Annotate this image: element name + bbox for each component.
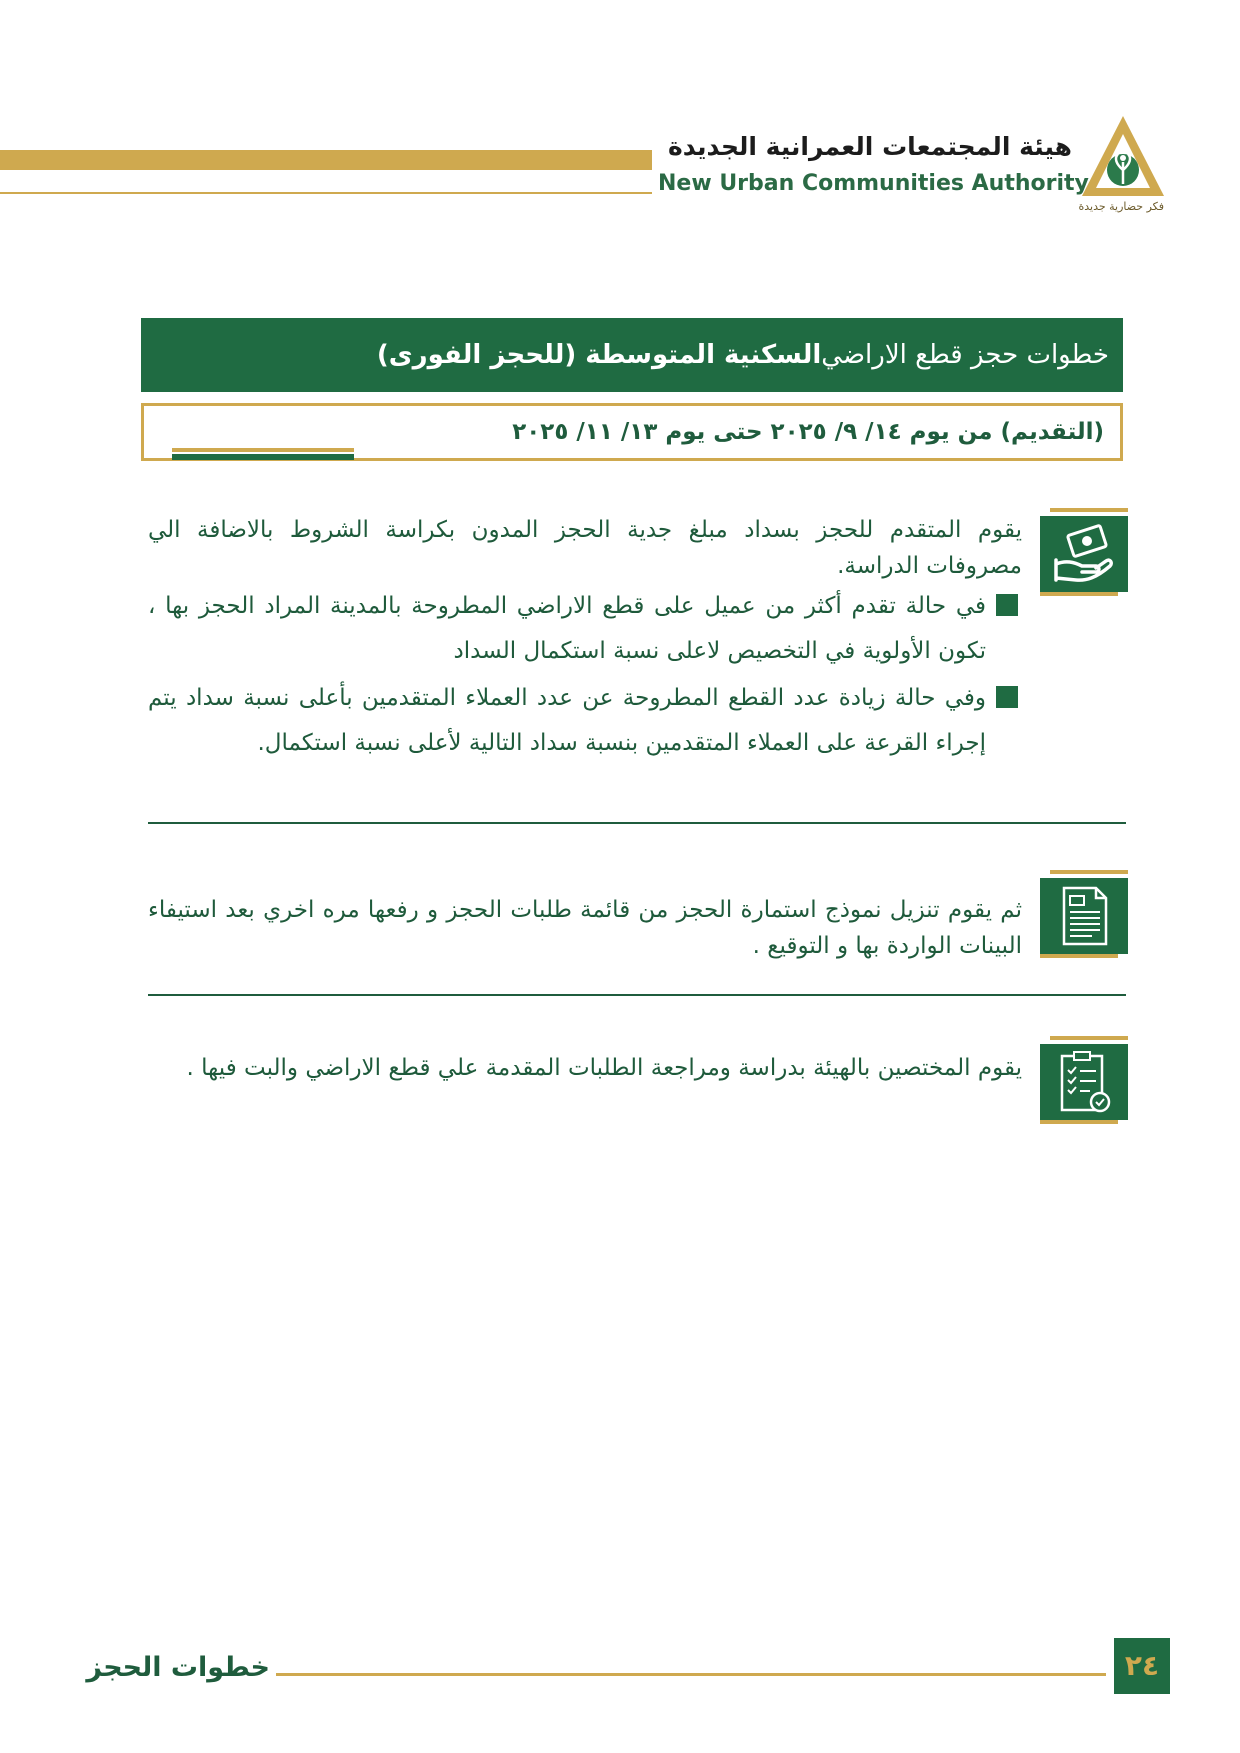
- step-1-bullet-2: وفي حالة زيادة عدد القطع المطروحة عن عدد العملاء المتقدمين بأعلى نسبة سداد يتم إجراء القرعة على العملاء المتقدمين بنسبة سداد التالية لأعلى نسبة استكمال.: [148, 685, 986, 756]
- section-heading-banner: [141, 318, 1123, 392]
- step-3-icon-frame: [1040, 1036, 1128, 1124]
- org-name-arabic: هيئة المجتمعات العمرانية الجديدة: [667, 132, 1072, 161]
- icon-gold-accent: [1040, 1120, 1118, 1124]
- step-2-text: ثم يقوم تنزيل نموذج استمارة الحجز من قائمة طلبات الحجز و رفعها مره اخري بعد استيفاء البينات الواردة بها و التوقيع .: [148, 897, 1022, 959]
- icon-gold-accent: [1050, 870, 1128, 874]
- dates-accent-green: [172, 454, 354, 460]
- section-divider: [148, 822, 1126, 824]
- icon-gold-accent: [1040, 954, 1118, 958]
- step-1-icon-frame: [1040, 508, 1128, 596]
- icon-gold-accent: [1040, 592, 1118, 596]
- header-gold-bar: [0, 150, 652, 170]
- step-3-text: يقوم المختصين بالهيئة بدراسة ومراجعة الطلبات المقدمة علي قطع الاراضي والبت فيها .: [186, 1055, 1022, 1081]
- form-document-icon: [1052, 882, 1116, 950]
- application-dates-box: [141, 403, 1123, 461]
- org-name-english: New Urban Communities Authority: [658, 171, 1089, 196]
- logo-motto: فكر حضارية جديدة: [1078, 200, 1164, 213]
- bullet-marker: [996, 686, 1018, 708]
- dates-accent-gold: [172, 448, 354, 452]
- header-gold-line: [0, 192, 652, 194]
- heading-part1: خطوات حجز قطع الاراضي: [821, 340, 1109, 370]
- footer-gold-line: [276, 1673, 1106, 1676]
- step-2-icon-frame: [1040, 870, 1128, 958]
- bullet-marker: [996, 594, 1018, 616]
- footer-section-title: خطوات الحجز: [86, 1652, 270, 1683]
- section-divider: [148, 994, 1126, 996]
- icon-gold-accent: [1050, 508, 1128, 512]
- heading-part2: السكنية المتوسطة (للحجز الفورى): [376, 340, 822, 370]
- icon-gold-accent: [1050, 1036, 1128, 1040]
- checklist-review-icon: [1052, 1048, 1116, 1116]
- page-number: ٢٤: [1114, 1638, 1170, 1694]
- application-dates: (التقديم) من يوم ١٤/ ٩/ ٢٠٢٥ حتى يوم ١٣/ ١١/ ٢٠٢٥: [512, 419, 1104, 445]
- step-1-bullet-1: في حالة تقدم أكثر من عميل على قطع الاراضي المطروحة بالمدينة المراد الحجز بها ، تكون الأولوية في التخصيص لاعلى نسبة استكمال السداد: [148, 593, 986, 664]
- money-hand-icon: [1052, 520, 1116, 588]
- step-1-text: يقوم المتقدم للحجز بسداد مبلغ جدية الحجز المدون بكراسة الشروط بالاضافة الي مصروفات الدراسة.: [148, 517, 1022, 579]
